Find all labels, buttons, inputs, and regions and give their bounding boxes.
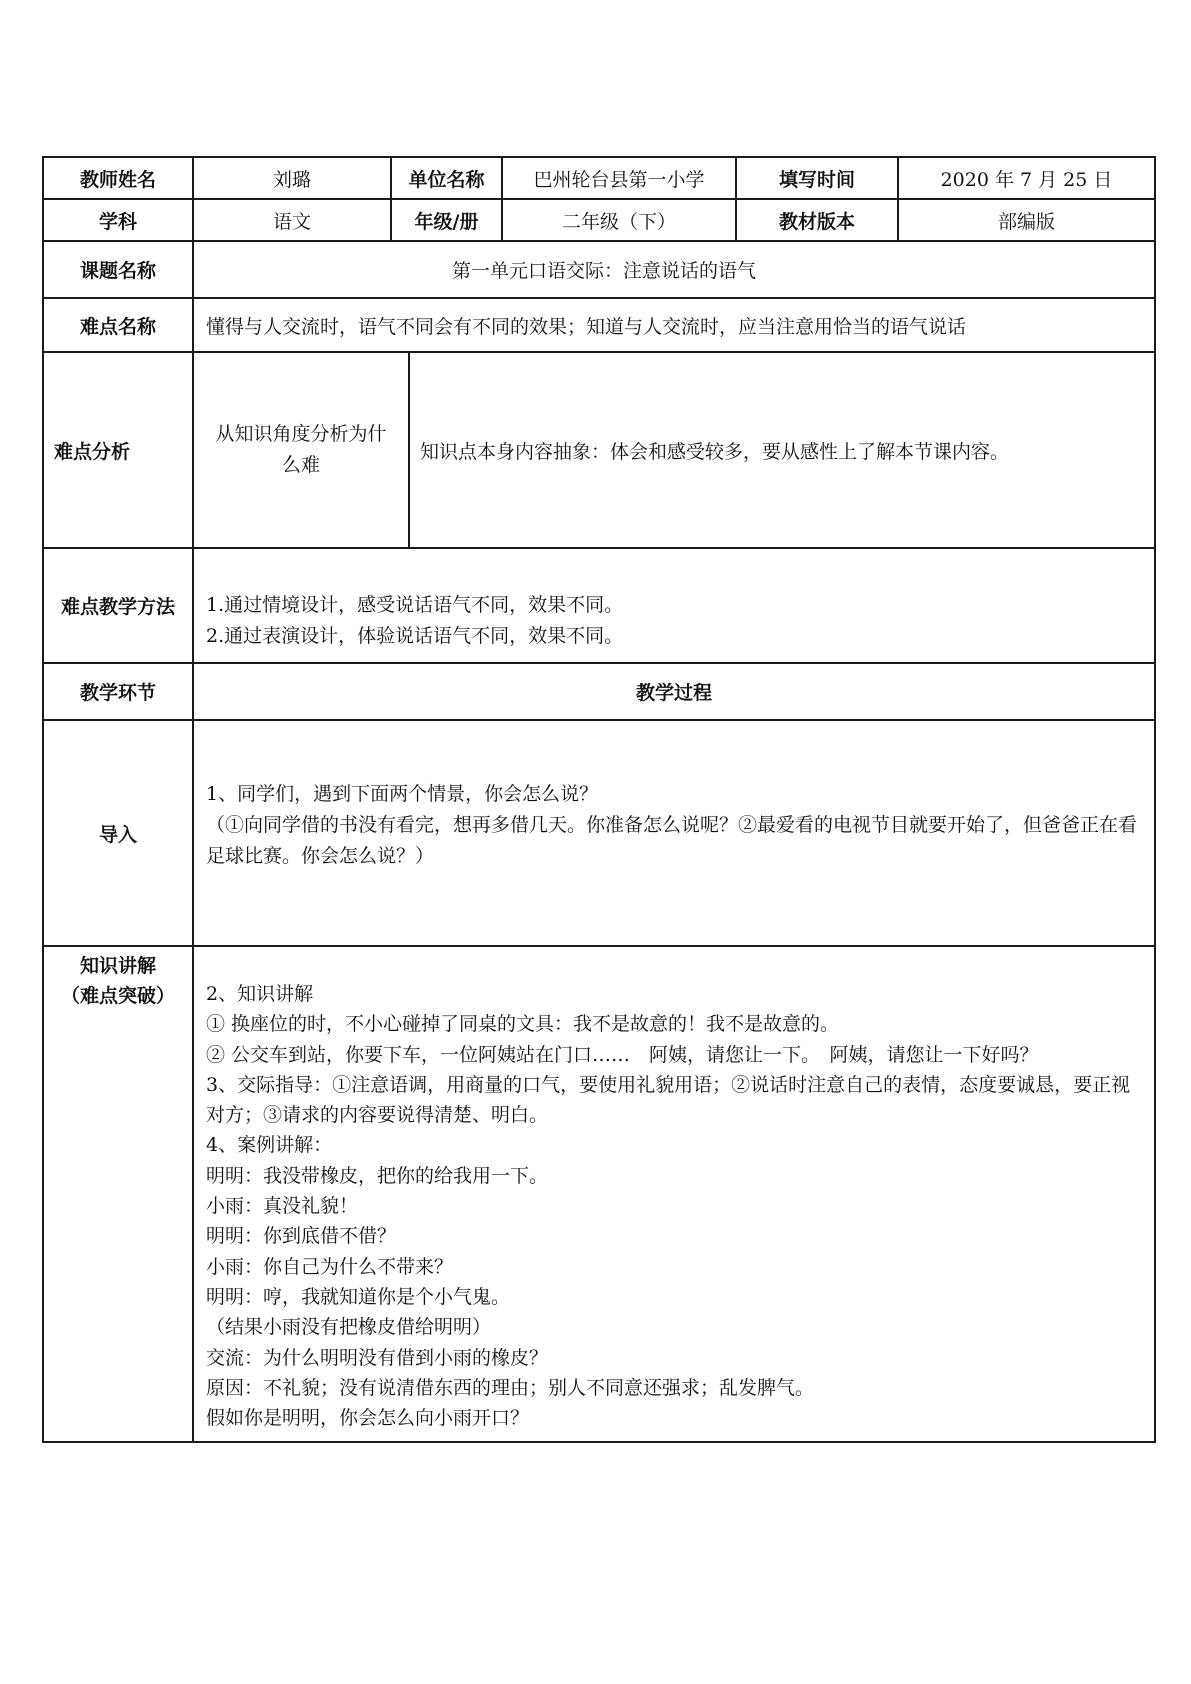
time-value: 2020 年 7 月 25 日: [898, 157, 1155, 199]
teacher-label: 教师姓名: [43, 157, 193, 199]
knowledge-line: ② 公交车到站，你要下车，一位阿姨站在门口…… 阿姨，请您让一下。 阿姨，请您让一下好吗？: [206, 1043, 1039, 1066]
subject-value: 语文: [193, 199, 391, 241]
analysis-sub-label: 从知识角度分析为什么难: [194, 353, 409, 547]
difficulty-label: 难点名称: [43, 298, 193, 352]
stage-label: 教学环节: [43, 663, 193, 720]
grade-label: 年级/册: [391, 199, 502, 241]
analysis-inner: [194, 353, 1154, 547]
method-row: [43, 548, 1155, 663]
knowledge-line: 小雨：真没礼貌！: [206, 1195, 359, 1218]
knowledge-line: 明明：我没带橡皮，把你的给我用一下。: [206, 1164, 549, 1187]
method-label: 难点教学方法: [43, 548, 193, 663]
knowledge-line: 小雨：你自己为什么不带来？: [206, 1255, 454, 1278]
difficulty-value: 懂得与人交流时，语气不同会有不同的效果；知道与人交流时，应当注意用恰当的语气说话: [193, 298, 1155, 352]
method-line: 1.通过情境设计，感受说话语气不同，效果不同。: [206, 593, 624, 616]
knowledge-label-line1: 知识讲解: [79, 955, 156, 977]
method-value: [193, 548, 1155, 663]
topic-value: 第一单元口语交际：注意说话的语气: [193, 241, 1155, 298]
analysis-row: [43, 352, 1155, 548]
lesson-plan-table: [42, 156, 1156, 1443]
analysis-value: 知识点本身内容抽象：体会和感受较多，要从感性上了解本节课内容。: [420, 440, 1010, 463]
knowledge-label: [43, 946, 193, 1442]
knowledge-row: [43, 946, 1155, 1442]
intro-line: （①向同学借的书没有看完，想再多借几天。你准备怎么说呢？②最爱看的电视节目就要开始了，但爸爸正在看足球比赛。你会怎么说？）: [206, 814, 1138, 867]
time-label: 填写时间: [736, 157, 898, 199]
lesson-plan-sheet: [42, 156, 1154, 1443]
knowledge-line: 4、案例讲解：: [206, 1134, 333, 1157]
knowledge-label-line2: （难点突破）: [60, 985, 175, 1007]
knowledge-line: 交流：为什么明明没有借到小雨的橡皮？: [206, 1346, 549, 1369]
knowledge-line: 3、交际指导：①注意语调，用商量的口气，要使用礼貌用语；②说话时注意自己的表情，态度要诚恳，要正视对方；③请求的内容要说得清楚、明白。: [206, 1073, 1131, 1127]
unit-label: 单位名称: [391, 157, 502, 199]
knowledge-line: 明明：你到底借不借？: [206, 1225, 397, 1248]
analysis-label: 难点分析: [43, 352, 193, 548]
intro-line: 1、同学们，遇到下面两个情景，你会怎么说？: [206, 783, 599, 805]
teacher-value: 刘璐: [193, 157, 391, 199]
process-header-row: [43, 663, 1155, 720]
header-row-1: [43, 157, 1155, 199]
intro-label: 导入: [43, 720, 193, 946]
knowledge-line: 假如你是明明，你会怎么向小雨开口？: [206, 1407, 530, 1430]
edition-value: 部编版: [898, 199, 1155, 241]
unit-value: 巴州轮台县第一小学: [502, 157, 736, 199]
knowledge-value: [193, 946, 1155, 1442]
knowledge-line: （结果小雨没有把橡皮借给明明）: [206, 1316, 492, 1339]
knowledge-line: 2、知识讲解: [206, 983, 314, 1005]
method-line: 2.通过表演设计，体验说话语气不同，效果不同。: [206, 624, 624, 647]
difficulty-row: [43, 298, 1155, 352]
knowledge-line: ① 换座位的时，不小心碰掉了同桌的文具：我不是故意的！我不是故意的。: [206, 1013, 840, 1036]
knowledge-line: 原因：不礼貌；没有说清借东西的理由；别人不同意还强求；乱发脾气。: [206, 1376, 815, 1399]
topic-row: [43, 241, 1155, 298]
process-label: 教学过程: [193, 663, 1155, 720]
subject-label: 学科: [43, 199, 193, 241]
grade-value: 二年级（下）: [502, 199, 736, 241]
knowledge-line: 明明：哼，我就知道你是个小气鬼。: [206, 1285, 511, 1308]
header-row-2: [43, 199, 1155, 241]
topic-label: 课题名称: [43, 241, 193, 298]
intro-row: [43, 720, 1155, 946]
edition-label: 教材版本: [736, 199, 898, 241]
intro-value: [193, 720, 1155, 946]
